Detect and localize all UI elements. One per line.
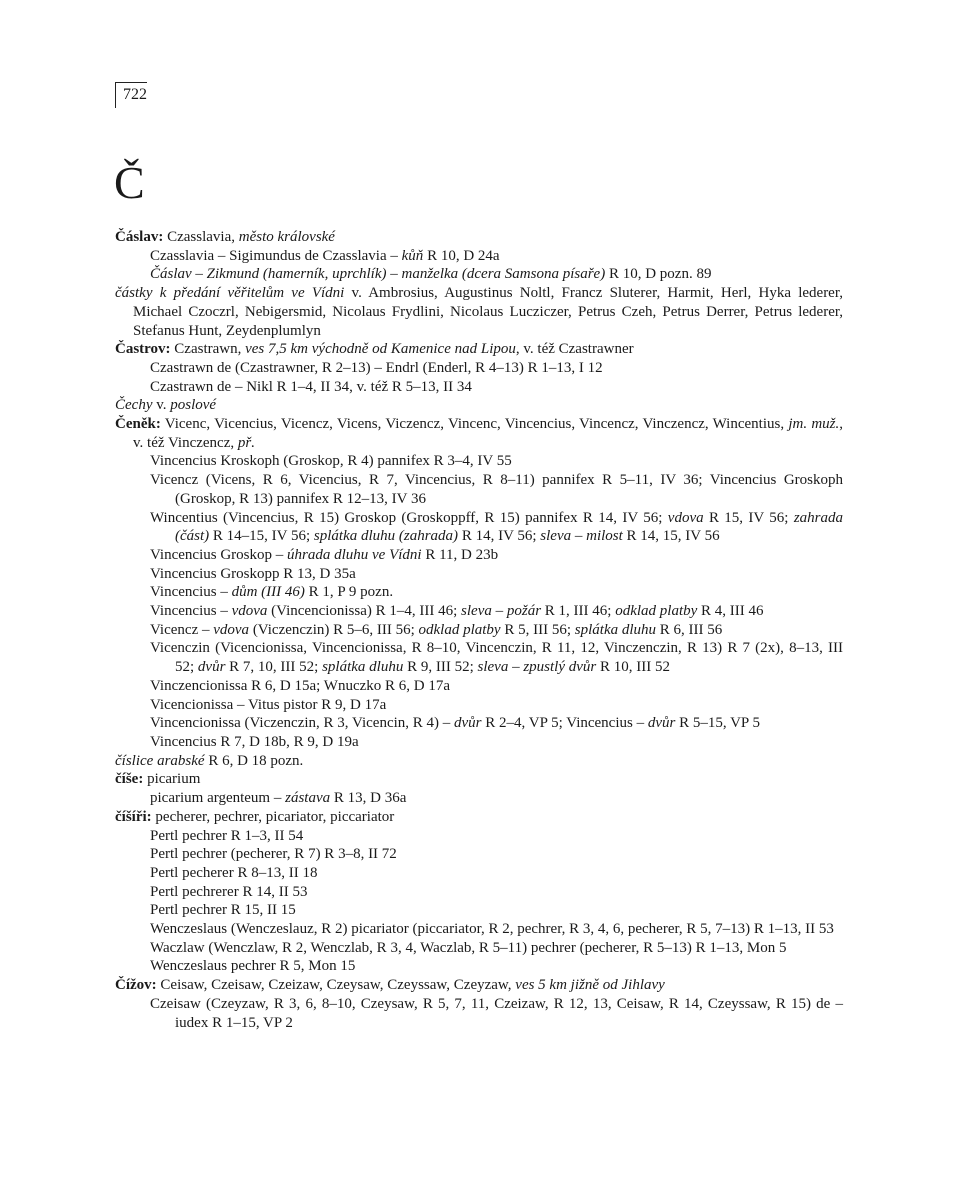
entry-text: R 1, P 9 pozn. xyxy=(304,584,394,601)
entry-text: R 10, D 24a xyxy=(423,247,500,264)
entry-text: Wenczeslaus (Wenczeslauz, R 2) picariator (piccariator, R 2, pechrer, R 3, 4, 6, pecherer, R 5, 7–13) R 1–13, II 53 xyxy=(150,921,834,938)
entry-text: R 6, D 18 pozn. xyxy=(204,752,304,769)
index-subentry xyxy=(115,378,843,397)
headword: číšíři: xyxy=(115,808,152,825)
entry-text: Czastrawn de – Nikl R 1–4, II 34, v. též R 5–13, II 34 xyxy=(150,378,472,395)
entry-text: (Vincencionissa) R 1–4, III 46; xyxy=(267,603,462,620)
headword: Čáslav: xyxy=(115,229,164,245)
headword: Častrov: xyxy=(115,341,171,358)
entry-text: R 4, III 46 xyxy=(697,603,764,620)
italic-text: sleva – požár xyxy=(461,603,542,620)
index-subentry xyxy=(115,939,843,958)
entry-text: picarium argenteum – xyxy=(150,790,286,807)
index-entry xyxy=(115,770,843,789)
italic-text: dům (III 46) xyxy=(231,584,305,601)
index-subentry xyxy=(115,883,843,902)
index-subentry xyxy=(115,639,843,676)
index-subentry xyxy=(115,714,843,733)
entry-text: R 13, D 36a xyxy=(330,790,407,807)
entry-text: R 15, IV 56; xyxy=(703,509,794,526)
entry-text: Vincencius – xyxy=(150,603,232,620)
entry-text: R 10, III 52 xyxy=(596,659,670,676)
entry-text: Pertl pecherer R 8–13, II 18 xyxy=(150,864,318,881)
index-subentry xyxy=(115,789,843,808)
entry-text: Wenczeslaus pechrer R 5, Mon 15 xyxy=(150,958,356,975)
italic-text: vdova xyxy=(667,509,704,526)
italic-text: číslice arabské xyxy=(115,752,205,769)
headword: číše: xyxy=(115,771,144,788)
italic-text: dvůr xyxy=(454,715,482,732)
page-number: 722 xyxy=(115,82,147,108)
entry-text: Vinczencionissa R 6, D 15a; Wnuczko R 6, D 17a xyxy=(150,677,451,694)
index-subentry xyxy=(115,509,843,546)
headword: Čížov: xyxy=(115,977,157,994)
entry-text: Vincencius Kroskoph (Groskop, R 4) pannifex R 3–4, IV 55 xyxy=(150,453,512,470)
index-subentry xyxy=(115,602,843,621)
entry-text: v. Ambrosius, Augustinus Noltl, Francz Sluterer, Harmit, Herl, Hyka lederer, Michael Czoczrl, Nebigersmid, Nicolaus Frydlini, Nicolaus Lucziczer, Petrus Czeh, Petrus Derrer, Petrus lederer, Stefanus Hunt, Zeydenplumlyn xyxy=(133,285,843,339)
entry-text: R 14–15, IV 56; xyxy=(209,528,314,545)
italic-text: město královské xyxy=(238,229,335,245)
entry-text: R 10, D pozn. 89 xyxy=(605,266,712,283)
entry-text: R 2–4, VP 5; Vincencius – xyxy=(481,715,648,732)
index-entry xyxy=(115,396,843,415)
index-subentry xyxy=(115,583,843,602)
entry-text: Vincencionissa (Viczenczin, R 3, Vicencin, R 4) – xyxy=(150,715,455,732)
index-entry xyxy=(115,415,843,452)
italic-text: vdova xyxy=(231,603,268,620)
italic-text: odklad platby xyxy=(615,603,698,620)
italic-text: ves 5 km jižně od Jihlavy xyxy=(515,977,665,994)
italic-text: splátka dluhu xyxy=(322,659,404,676)
index-subentry xyxy=(115,957,843,976)
entry-text: Vincencius R 7, D 18b, R 9, D 19a xyxy=(150,733,359,750)
italic-text: ves 7,5 km východně od Kamenice nad Lipou xyxy=(245,341,516,358)
entry-text: picarium xyxy=(143,771,201,788)
entry-text: Vincencius Groskopp R 13, D 35a xyxy=(150,565,356,582)
index-entry xyxy=(115,228,843,247)
entry-text: R 14, 15, IV 56 xyxy=(622,528,720,545)
index-entry xyxy=(115,752,843,771)
index-subentry xyxy=(115,864,843,883)
italic-text: úhrada dluhu ve Vídni xyxy=(287,546,422,563)
entry-text: Vicenc, Vicencius, Vicencz, Vicens, Viczencz, Vincenc, Vincencius, Vincencz, Vinczencz, Wincentius, xyxy=(160,416,789,433)
entry-text: Pertl pechrer R 1–3, II 54 xyxy=(150,827,304,844)
entry-text: , v. též Vinczencz, xyxy=(133,416,843,451)
index-subentry xyxy=(115,471,843,508)
index-subentry xyxy=(115,696,843,715)
italic-text: dvůr xyxy=(197,659,226,676)
index-subentry xyxy=(115,546,843,565)
entry-text: pecherer, pechrer, picariator, piccariator xyxy=(151,808,395,825)
index-subentry xyxy=(115,901,843,920)
index-subentry xyxy=(115,621,843,640)
index-entry xyxy=(115,284,843,340)
italic-text: kůň xyxy=(401,247,424,264)
headword: Čeněk: xyxy=(115,416,161,433)
entry-text: R 6, III 56 xyxy=(656,621,723,638)
entry-text: Czasslavia – Sigimundus de Czasslavia – xyxy=(150,247,402,264)
italic-text: jm. muž. xyxy=(788,416,840,433)
entry-text: Vicencz (Vicens, R 6, Vicencius, R 7, Vincencius, R 8–11) pannifex R 5–11, IV 36; Vincencius Groskoph (Groskop, R 13) pannifex R 12–13, IV 36 xyxy=(150,472,843,507)
italic-text: př. xyxy=(237,434,255,451)
italic-text: vdova xyxy=(213,621,250,638)
entry-text: Ceisaw, Czeisaw, Czeizaw, Czeysaw, Czeyssaw, Czeyzaw, xyxy=(156,977,516,994)
index-entries xyxy=(115,228,843,1032)
entry-text: Pertl pechrerer R 14, II 53 xyxy=(150,883,308,900)
index-subentry xyxy=(115,827,843,846)
entry-text: Pertl pechrer R 15, II 15 xyxy=(150,902,296,919)
entry-text: R 11, D 23b xyxy=(421,546,499,563)
italic-text: splátka dluhu xyxy=(574,621,657,638)
italic-text: Čáslav – Zikmund (hamerník, uprchlík) – manželka (dcera Samsona písaře) xyxy=(150,266,606,283)
entry-text: , v. též Czastrawner xyxy=(515,341,634,358)
index-subentry xyxy=(115,995,843,1032)
italic-text: dvůr xyxy=(647,715,676,732)
entry-text: Waczlaw (Wenczlaw, R 2, Wenczlab, R 3, 4, Waczlab, R 5–11) pechrer (pecherer, R 5–13) R 1–13, Mon 5 xyxy=(150,939,787,956)
entry-text: R 1, III 46; xyxy=(541,603,616,620)
italic-text: Čechy xyxy=(115,397,153,414)
entry-text: Vincencius Groskop – xyxy=(150,546,287,563)
index-entry xyxy=(115,976,843,995)
entry-text: R 5, III 56; xyxy=(500,621,575,638)
italic-text: splátka dluhu (zahrada) xyxy=(313,528,459,545)
italic-text: částky k předání věřitelům ve Vídni xyxy=(115,285,345,302)
entry-text: Vincencius – xyxy=(150,584,232,601)
entry-text: Czeisaw (Czeyzaw, R 3, 6, 8–10, Czeysaw, R 5, 7, 11, Czeizaw, R 12, 13, Ceisaw, R 14, Czeyssaw, R 15) de – iudex R 1–15, VP 2 xyxy=(150,995,843,1031)
entry-text: Wincentius (Vincencius, R 15) Groskop (Groskoppff, R 15) pannifex R 14, IV 56; xyxy=(150,509,668,526)
index-subentry xyxy=(115,733,843,752)
index-subentry xyxy=(115,920,843,939)
entry-text: Czastrawn de (Czastrawner, R 2–13) – Endrl (Enderl, R 4–13) R 1–13, I 12 xyxy=(150,359,603,376)
index-subentry xyxy=(115,565,843,584)
entry-text: (Viczenczin) R 5–6, III 56; xyxy=(249,621,419,638)
section-letter: Č xyxy=(114,157,145,208)
entry-text: Vicenczin (Vicencionissa, Vincencionissa, R 8–10, Vincenczin, R 11, 12, Vinczenczin, R 13) R 7 (2x), 8–13, III 52; xyxy=(150,640,843,676)
entry-text: R 7, 10, III 52; xyxy=(225,659,323,676)
index-entry xyxy=(115,340,843,359)
entry-text: Vicencionissa – Vitus pistor R 9, D 17a xyxy=(150,696,387,713)
entry-text: v. xyxy=(152,397,171,414)
italic-text: poslové xyxy=(170,397,217,414)
italic-text: zástava xyxy=(285,790,331,807)
entry-text: R 14, IV 56; xyxy=(458,528,541,545)
entry-text: R 9, III 52; xyxy=(403,659,478,676)
italic-text: zahrada (část) xyxy=(175,509,843,545)
index-subentry xyxy=(115,845,843,864)
index-subentry xyxy=(115,265,843,284)
index-subentry xyxy=(115,452,843,471)
index-subentry xyxy=(115,677,843,696)
index-subentry xyxy=(115,359,843,378)
italic-text: sleva – zpustlý dvůr xyxy=(477,659,597,676)
entry-text: Vicencz – xyxy=(150,621,214,638)
entry-text: Pertl pechrer (pecherer, R 7) R 3–8, II 72 xyxy=(150,846,397,863)
entry-text: Czastrawn, xyxy=(170,341,246,358)
index-subentry xyxy=(115,247,843,266)
index-entry xyxy=(115,808,843,827)
italic-text: sleva – milost xyxy=(540,528,623,545)
italic-text: odklad platby xyxy=(418,621,501,638)
entry-text: R 5–15, VP 5 xyxy=(675,715,760,732)
entry-text: Czasslavia, xyxy=(163,229,239,245)
